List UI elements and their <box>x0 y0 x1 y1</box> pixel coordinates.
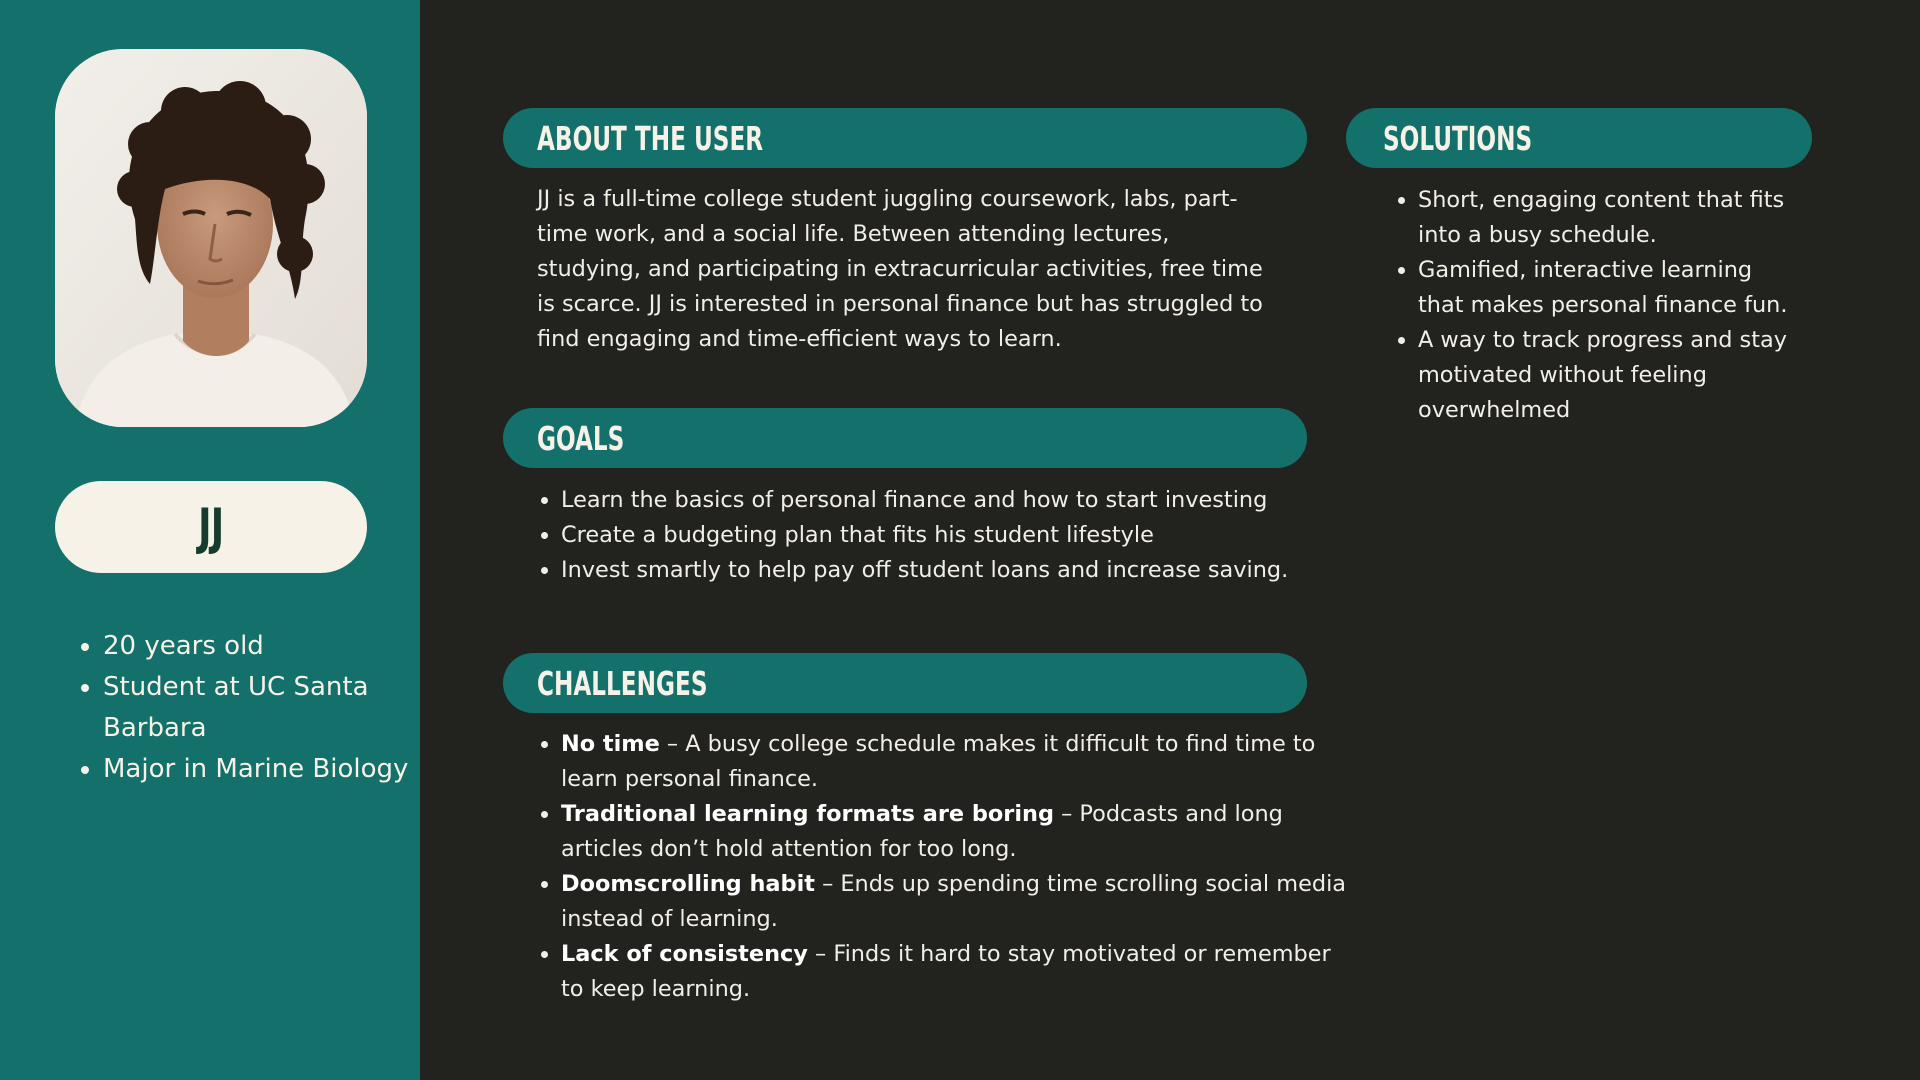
challenge-text: – Finds it hard to stay motivated or remember to keep learning. <box>561 941 1331 1002</box>
challenges-heading: CHALLENGES <box>537 663 708 703</box>
about-heading: ABOUT THE USER <box>537 118 764 158</box>
name-badge <box>55 481 367 573</box>
challenge-title: No time <box>561 731 660 757</box>
challenge-title: Doomscrolling habit <box>561 871 815 897</box>
challenges-list <box>537 727 1351 1007</box>
list-item: • A way to track progress and stay motivated without feeling overwhelmed <box>1418 323 1798 428</box>
goals-section-header <box>503 408 1307 468</box>
list-item: • Learn the basics of personal finance and how to start investing <box>561 483 1331 518</box>
challenge-text: – Ends up spending time scrolling social media instead of learning. <box>561 871 1347 932</box>
challenge-title: Traditional learning formats are boring <box>561 801 1054 827</box>
solutions-list <box>1394 183 1798 428</box>
challenge-text: – A busy college schedule makes it difficult to find time to learn personal finance. <box>561 731 1316 792</box>
user-name: JJ <box>198 498 224 556</box>
list-item: • Major in Marine Biology <box>103 749 443 790</box>
solutions-section-header <box>1346 108 1812 168</box>
goals-list <box>537 483 1331 588</box>
about-section-header <box>503 108 1307 168</box>
challenge-title: Lack of consistency <box>561 941 808 967</box>
list-item <box>561 727 1351 797</box>
profile-sidebar <box>0 0 420 1080</box>
list-item <box>561 937 1351 1007</box>
list-item: • Student at UC Santa Barbara <box>103 667 443 749</box>
solutions-heading: SOLUTIONS <box>1383 118 1533 158</box>
list-item: • Invest smartly to help pay off student loans and increase saving. <box>561 553 1331 588</box>
list-item: • Create a budgeting plan that fits his student lifestyle <box>561 518 1331 553</box>
challenges-section-header <box>503 653 1307 713</box>
list-item: • 20 years old <box>103 626 443 667</box>
about-text: JJ is a full-time college student juggling coursework, labs, part-time work, and a social life. Between attending lectures, studying, and participating in extracurricular activities, free time is scarce. JJ is interested in personal finance but has struggled to find engaging and time-efficient ways to learn. <box>537 186 1263 352</box>
list-item: • Gamified, interactive learning that makes personal finance fun. <box>1418 253 1798 323</box>
list-item: • Short, engaging content that fits into a busy schedule. <box>1418 183 1798 253</box>
challenge-text: – Podcasts and long articles don’t hold attention for too long. <box>561 801 1283 862</box>
list-item <box>561 797 1351 867</box>
goals-heading: GOALS <box>537 418 625 458</box>
profile-photo <box>55 49 367 427</box>
profile-facts-list <box>67 626 443 790</box>
list-item <box>561 867 1351 937</box>
portrait-image <box>55 49 367 427</box>
